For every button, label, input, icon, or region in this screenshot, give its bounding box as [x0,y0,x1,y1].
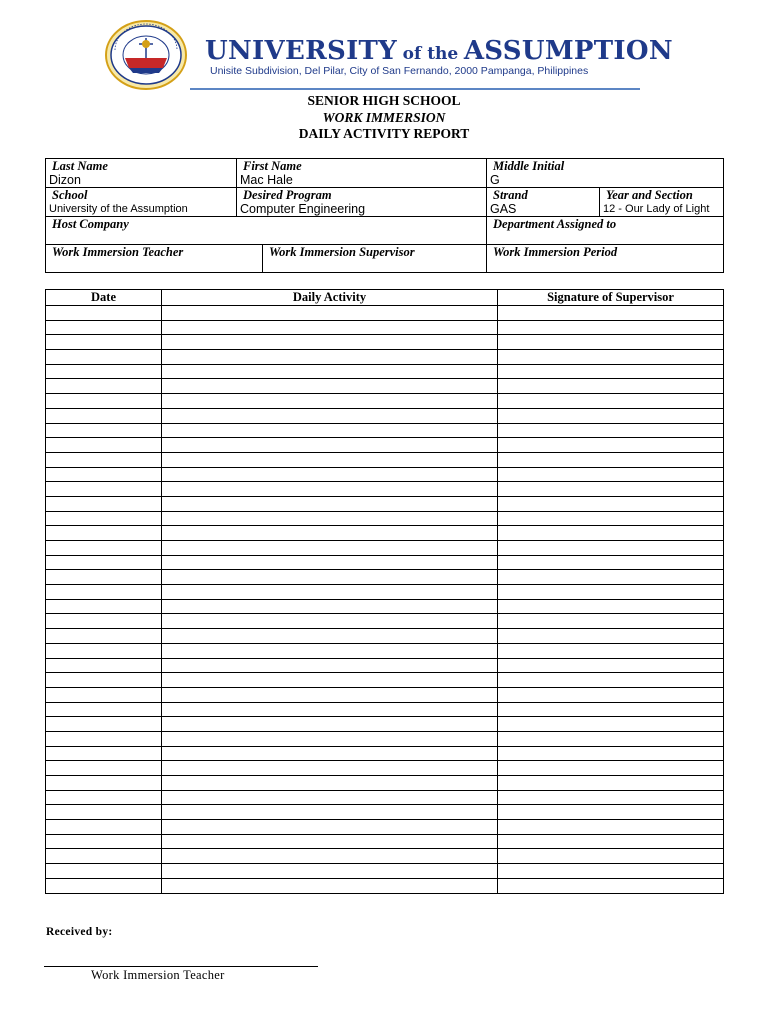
date-cell[interactable] [46,599,162,614]
signature-cell[interactable] [498,614,724,629]
signature-cell[interactable] [498,379,724,394]
strand-field[interactable]: GAS [490,202,517,216]
middle-initial-label: Middle Initial [493,159,565,173]
signature-cell[interactable] [498,394,724,409]
daily-activity-cell[interactable] [162,526,498,541]
daily-activity-cell[interactable] [162,379,498,394]
desired-program-label: Desired Program [243,188,332,202]
date-cell[interactable] [46,379,162,394]
daily-activity-cell[interactable] [162,673,498,688]
log-row [46,350,724,365]
signature-cell[interactable] [498,364,724,379]
daily-activity-cell[interactable] [162,820,498,835]
daily-activity-cell[interactable] [162,350,498,365]
date-cell[interactable] [46,643,162,658]
daily-activity-cell[interactable] [162,335,498,350]
supervisor-label: Work Immersion Supervisor [269,245,415,259]
signature-cell[interactable] [498,306,724,321]
daily-activity-cell[interactable] [162,496,498,511]
title-daily-activity-report: DAILY ACTIVITY REPORT [298,126,470,141]
date-cell[interactable] [46,746,162,761]
log-header-row [46,290,724,306]
date-cell[interactable] [46,790,162,805]
date-cell[interactable] [46,350,162,365]
log-row [46,452,724,467]
signature-cell[interactable] [498,541,724,556]
log-row [46,687,724,702]
log-row [46,614,724,629]
daily-activity-cell[interactable] [162,629,498,644]
signature-cell[interactable] [498,717,724,732]
log-row [46,585,724,600]
year-section-cell [600,188,724,217]
log-row [46,511,724,526]
signature-cell[interactable] [498,643,724,658]
report-titles [0,93,768,143]
log-row [46,320,724,335]
school-cell [46,188,237,217]
log-row [46,658,724,673]
date-cell[interactable] [46,408,162,423]
date-cell[interactable] [46,394,162,409]
signature-cell[interactable] [498,629,724,644]
date-cell[interactable] [46,320,162,335]
daily-activity-cell[interactable] [162,643,498,658]
log-row [46,776,724,791]
signature-cell[interactable] [498,761,724,776]
date-cell[interactable] [46,614,162,629]
daily-activity-cell[interactable] [162,467,498,482]
university-address: Unisite Subdivision, Del Pilar, City of San Fernando, 2000 Pampanga, Philippines [210,65,589,77]
log-row [46,629,724,644]
university-name-last: ASSUMPTION [463,36,673,66]
first-name-label: First Name [243,159,302,173]
signature-cell[interactable] [498,849,724,864]
log-row [46,673,724,688]
log-row [46,394,724,409]
daily-activity-cell[interactable] [162,585,498,600]
date-cell[interactable] [46,526,162,541]
signature-cell[interactable] [498,687,724,702]
signature-cell[interactable] [498,320,724,335]
daily-activity-cell[interactable] [162,687,498,702]
daily-activity-cell[interactable] [162,452,498,467]
last-name-label: Last Name [52,159,108,173]
log-row [46,834,724,849]
signature-cell[interactable] [498,878,724,893]
middle-initial-field[interactable]: G [490,173,500,187]
signature-column-header: Signature of Supervisor [498,290,724,306]
daily-activity-column-header: Daily Activity [162,290,498,306]
desired-program-cell [237,188,487,217]
date-cell[interactable] [46,511,162,526]
signature-cell[interactable] [498,438,724,453]
signature-cell[interactable] [498,805,724,820]
daily-activity-cell[interactable] [162,717,498,732]
log-row [46,849,724,864]
log-row [46,864,724,879]
date-cell[interactable] [46,496,162,511]
first-name-field[interactable]: Mac Hale [240,173,293,187]
daily-activity-cell[interactable] [162,555,498,570]
log-row [46,364,724,379]
teacher-cell [46,245,263,273]
date-cell[interactable] [46,702,162,717]
signature-cell[interactable] [498,599,724,614]
date-cell[interactable] [46,364,162,379]
signature-cell[interactable] [498,423,724,438]
daily-activity-table [45,289,724,894]
signature-cell[interactable] [498,776,724,791]
log-row [46,746,724,761]
date-cell[interactable] [46,482,162,497]
last-name-field[interactable]: Dizon [49,173,81,187]
daily-activity-cell[interactable] [162,761,498,776]
daily-activity-cell[interactable] [162,731,498,746]
host-company-label: Host Company [52,217,129,231]
signature-cell[interactable] [498,746,724,761]
year-section-field[interactable]: 12 - Our Lady of Light [603,203,710,215]
daily-activity-cell[interactable] [162,776,498,791]
signature-cell[interactable] [498,658,724,673]
signature-cell[interactable] [498,570,724,585]
daily-activity-cell[interactable] [162,658,498,673]
date-cell[interactable] [46,849,162,864]
daily-activity-cell[interactable] [162,438,498,453]
date-cell[interactable] [46,570,162,585]
date-cell[interactable] [46,864,162,879]
date-cell[interactable] [46,834,162,849]
daily-activity-cell[interactable] [162,482,498,497]
signature-line[interactable] [44,966,318,967]
supervisor-cell [263,245,487,273]
log-row [46,526,724,541]
log-body [46,306,724,894]
log-row [46,717,724,732]
signature-cell[interactable] [498,467,724,482]
period-cell [487,245,724,273]
log-row [46,467,724,482]
log-row [46,878,724,893]
date-cell[interactable] [46,585,162,600]
date-cell[interactable] [46,658,162,673]
log-row [46,408,724,423]
department-cell [487,217,724,245]
date-cell[interactable] [46,673,162,688]
daily-activity-cell[interactable] [162,834,498,849]
school-label: School [52,188,88,202]
daily-activity-cell[interactable] [162,364,498,379]
signature-cell[interactable] [498,585,724,600]
teacher-label: Work Immersion Teacher [52,245,184,259]
university-name [205,38,673,64]
daily-activity-cell[interactable] [162,790,498,805]
strand-cell [487,188,600,217]
log-row [46,335,724,350]
date-cell[interactable] [46,731,162,746]
daily-activity-cell[interactable] [162,570,498,585]
school-field[interactable]: University of the Assumption [49,203,188,215]
daily-activity-cell[interactable] [162,541,498,556]
date-cell[interactable] [46,452,162,467]
daily-activity-cell[interactable] [162,864,498,879]
signature-cell[interactable] [498,496,724,511]
year-section-label: Year and Section [606,188,693,202]
host-company-cell [46,217,487,245]
signature-caption: Work Immersion Teacher [91,968,225,982]
log-row [46,379,724,394]
log-row [46,805,724,820]
log-row [46,482,724,497]
daily-activity-cell[interactable] [162,394,498,409]
signature-cell[interactable] [498,864,724,879]
signature-cell[interactable] [498,526,724,541]
signature-cell[interactable] [498,834,724,849]
date-cell[interactable] [46,438,162,453]
signature-cell[interactable] [498,702,724,717]
strand-label: Strand [493,188,528,202]
daily-activity-cell[interactable] [162,599,498,614]
university-name-main: UNIVERSITY [205,36,398,66]
log-row [46,599,724,614]
middle-initial-cell [487,159,724,188]
date-cell[interactable] [46,687,162,702]
date-cell[interactable] [46,541,162,556]
daily-activity-cell[interactable] [162,878,498,893]
log-row [46,541,724,556]
date-cell[interactable] [46,306,162,321]
log-row [46,820,724,835]
signature-cell[interactable] [498,335,724,350]
signature-cell[interactable] [498,511,724,526]
signature-cell[interactable] [498,555,724,570]
received-by-label: Received by: [46,926,113,938]
department-label: Department Assigned to [493,217,617,231]
log-row [46,555,724,570]
signature-cell[interactable] [498,790,724,805]
title-work-immersion: WORK IMMERSION [322,109,446,125]
desired-program-field[interactable]: Computer Engineering [240,202,366,216]
log-row [46,423,724,438]
last-name-cell [46,159,237,188]
period-label: Work Immersion Period [493,245,618,259]
signature-cell[interactable] [498,408,724,423]
date-cell[interactable] [46,820,162,835]
date-column-header: Date [46,290,162,306]
daily-activity-cell[interactable] [162,306,498,321]
daily-activity-cell[interactable] [162,849,498,864]
signature-cell[interactable] [498,731,724,746]
daily-activity-cell[interactable] [162,423,498,438]
date-cell[interactable] [46,423,162,438]
date-cell[interactable] [46,805,162,820]
date-cell[interactable] [46,776,162,791]
log-row [46,306,724,321]
log-row [46,790,724,805]
date-cell[interactable] [46,555,162,570]
signature-cell[interactable] [498,673,724,688]
daily-activity-cell[interactable] [162,805,498,820]
daily-activity-cell[interactable] [162,408,498,423]
university-seal-logo [105,20,187,90]
log-row [46,496,724,511]
date-cell[interactable] [46,629,162,644]
university-name-of-the: of the [402,44,459,64]
date-cell[interactable] [46,761,162,776]
title-senior-high-school: SENIOR HIGH SCHOOL [307,93,461,108]
signature-cell[interactable] [498,820,724,835]
date-cell[interactable] [46,467,162,482]
daily-activity-cell[interactable] [162,511,498,526]
header-divider [190,88,640,90]
student-info-table [45,158,724,273]
daily-activity-cell[interactable] [162,702,498,717]
log-row [46,761,724,776]
signature-cell[interactable] [498,482,724,497]
first-name-cell [237,159,487,188]
log-row [46,731,724,746]
date-cell[interactable] [46,335,162,350]
date-cell[interactable] [46,878,162,893]
log-row [46,438,724,453]
log-row [46,643,724,658]
log-row [46,702,724,717]
log-row [46,570,724,585]
signature-cell[interactable] [498,350,724,365]
daily-activity-cell[interactable] [162,746,498,761]
daily-activity-cell[interactable] [162,614,498,629]
signature-cell[interactable] [498,452,724,467]
date-cell[interactable] [46,717,162,732]
daily-activity-cell[interactable] [162,320,498,335]
